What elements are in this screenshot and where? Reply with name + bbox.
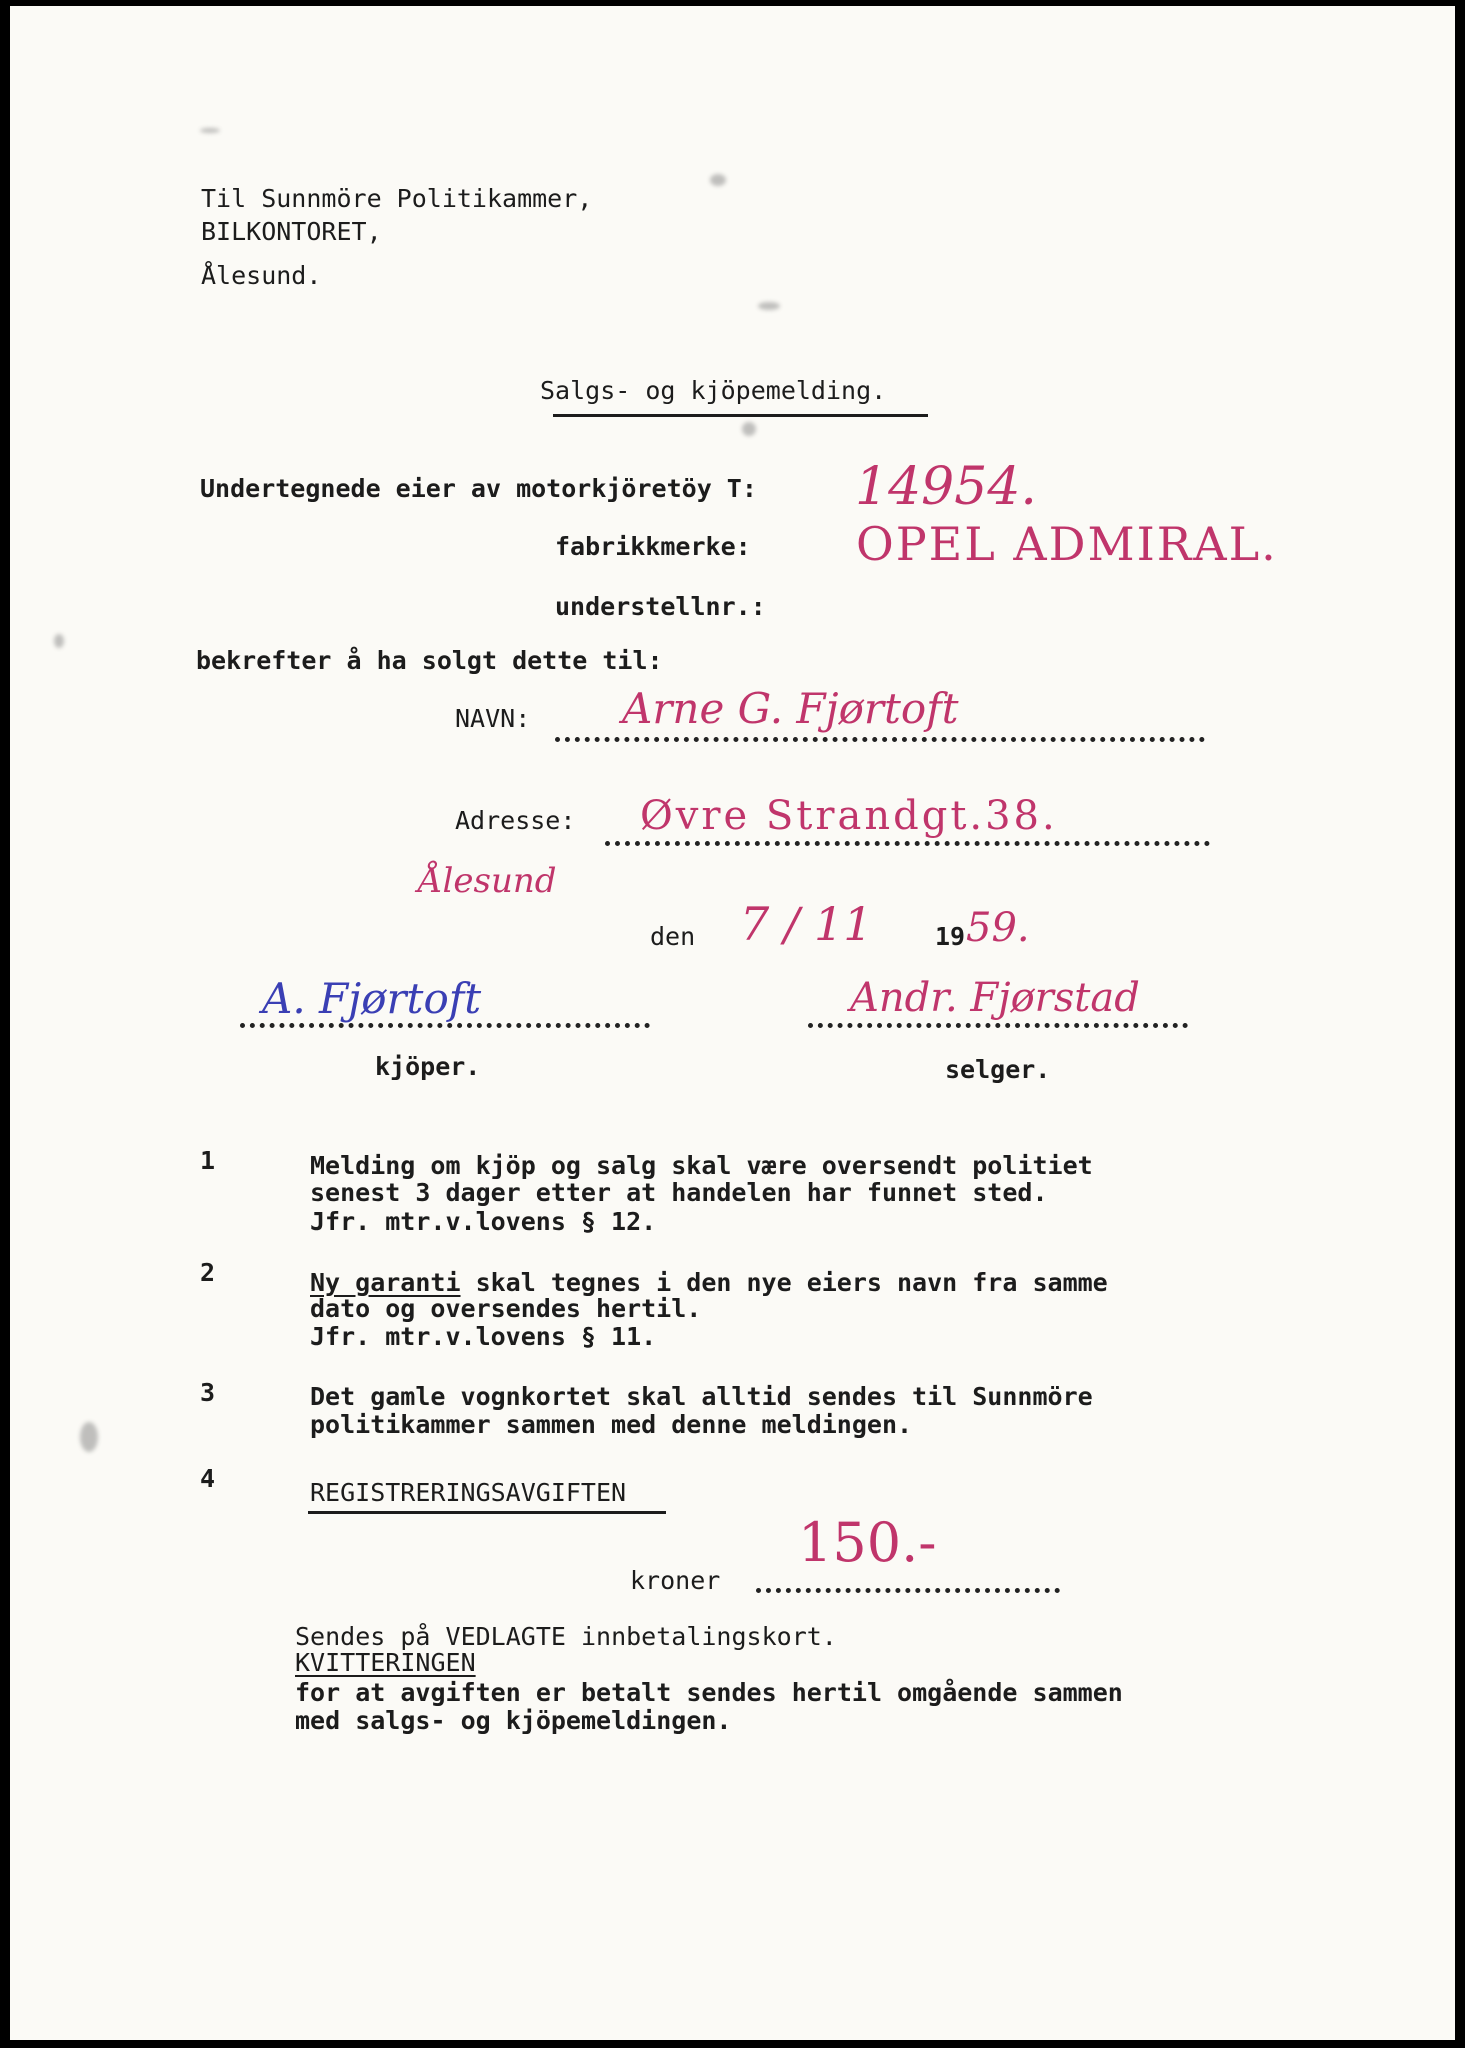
- buyer-signature: A. Fjørtoft: [262, 974, 482, 1023]
- footer-line: for at avgiften er betalt sendes hertil omgående sammen: [295, 1678, 1123, 1707]
- address-line-1: Til Sunnmöre Politikammer,: [201, 184, 593, 213]
- date-day-month: 7 / 11: [740, 897, 873, 951]
- vehicle-make: OPEL ADMIRAL.: [856, 517, 1278, 571]
- fee-label: kroner: [630, 1566, 721, 1595]
- ink-smudge: [54, 634, 64, 648]
- note-line-rest: skal tegnes i den nye eiers navn fra samme: [460, 1268, 1108, 1297]
- new-guarantee-emphasis: Ny garanti: [310, 1268, 461, 1297]
- buyer-name: Arne G. Fjørtoft: [622, 684, 959, 733]
- seller-label: selger.: [945, 1055, 1051, 1084]
- note-number: 1: [200, 1146, 216, 1175]
- note-number: 4: [200, 1464, 216, 1493]
- footer-line: KVITTERINGEN: [295, 1648, 476, 1677]
- date-prefix: den: [650, 922, 696, 951]
- address-line-2: BILKONTORET,: [201, 217, 382, 246]
- note-line: senest 3 dager etter at handelen har funnet sted.: [310, 1178, 1048, 1207]
- page-title: Salgs- og kjöpemelding.: [540, 376, 887, 405]
- fee-amount: 150.-: [798, 1511, 937, 1574]
- buyer-signature-line: [240, 1023, 650, 1028]
- note-line: [310, 1270, 1108, 1295]
- note-line: Jfr. mtr.v.lovens § 12.: [310, 1207, 657, 1236]
- name-dotted-line: [555, 737, 1205, 742]
- year-handwritten: 59.: [966, 905, 1030, 951]
- note-number: 3: [200, 1378, 216, 1407]
- note-line: Jfr. mtr.v.lovens § 11.: [310, 1322, 657, 1351]
- ink-smudge: [80, 1422, 98, 1452]
- footer-line: Sendes på VEDLAGTE innbetalingskort.: [295, 1622, 837, 1651]
- name-label: NAVN:: [455, 704, 531, 733]
- note-line: Melding om kjöp og salg skal være oversendt politiet: [310, 1151, 1093, 1180]
- seller-signature: Andr. Fjørstad: [850, 975, 1140, 1021]
- document-page: [10, 6, 1455, 2040]
- ink-smudge: [710, 174, 726, 186]
- fee-heading: REGISTRERINGSAVGIFTEN: [310, 1478, 627, 1507]
- sold-to-label: bekrefter å ha solgt dette til:: [196, 646, 663, 675]
- note-line: Det gamle vognkortet skal alltid sendes til Sunnmöre: [310, 1382, 1093, 1411]
- note-line: dato og oversendes hertil.: [310, 1294, 702, 1323]
- place-of-signing: Ålesund: [418, 861, 557, 901]
- chassis-label: understellnr.:: [555, 592, 766, 621]
- buyer-label: kjöper.: [375, 1052, 481, 1081]
- ink-smudge: [758, 302, 780, 310]
- note-number: 2: [200, 1258, 216, 1287]
- year-printed: 19: [935, 922, 966, 951]
- footer-line: med salgs- og kjöpemeldingen.: [295, 1706, 732, 1735]
- owner-label: Undertegnede eier av motorkjöretöy T:: [200, 474, 757, 503]
- fee-dotted-line: [756, 1588, 1060, 1593]
- note-line: politikammer sammen med denne meldingen.: [310, 1410, 913, 1439]
- ink-smudge: [200, 128, 220, 133]
- address-dotted-line: [605, 841, 1210, 846]
- address-label: Adresse:: [455, 806, 576, 835]
- buyer-address: Øvre Strandgt.38.: [640, 793, 1058, 839]
- address-line-3: Ålesund.: [201, 261, 322, 290]
- fee-heading-underline: [308, 1511, 666, 1514]
- seller-signature-line: [808, 1023, 1188, 1028]
- ink-smudge: [742, 422, 756, 436]
- make-label: fabrikkmerke:: [555, 532, 751, 561]
- title-underline: [553, 414, 928, 417]
- registration-number: 14954.: [855, 457, 1037, 517]
